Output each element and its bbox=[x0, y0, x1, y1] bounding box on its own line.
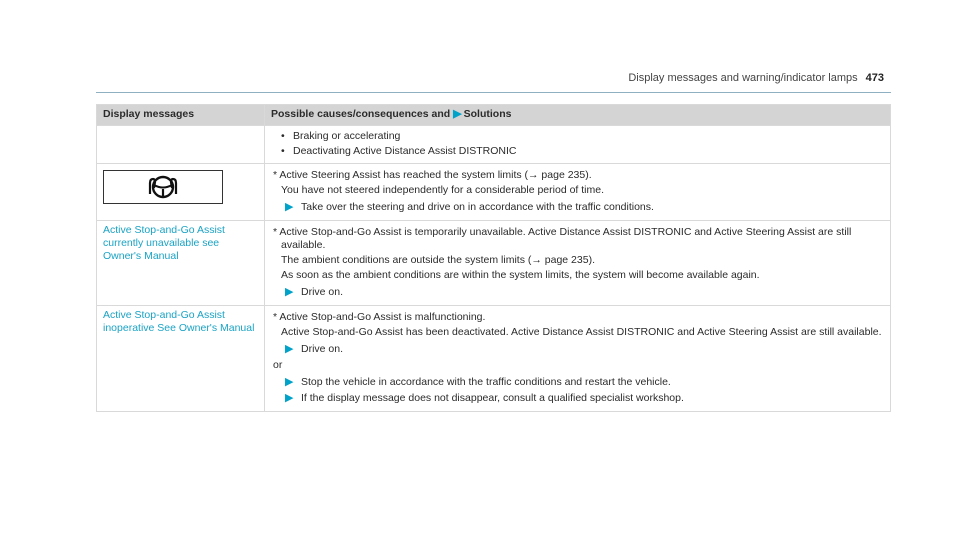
action-text: Drive on. bbox=[301, 286, 344, 298]
message-text: Active Stop-and-Go Assist currently unavailable see Owner's Manual bbox=[97, 221, 265, 306]
cause-text: * Active Stop-and-Go Assist is temporarily unavailable. Active Distance Assist DISTRONIC and Active Steering Assist are still available. bbox=[273, 226, 852, 251]
list-item: • Deactivating Active Distance Assist DISTRONIC bbox=[293, 145, 884, 158]
causes-cell bbox=[265, 126, 891, 164]
note-text: The ambient conditions are outside the system limits (→ page 235). bbox=[281, 254, 595, 266]
page-number: 473 bbox=[865, 72, 884, 84]
note-text: You have not steered independently for a considerable period of time. bbox=[281, 184, 604, 196]
message-cell-icon bbox=[97, 164, 265, 221]
display-messages-table bbox=[96, 104, 891, 412]
message-cell-empty bbox=[97, 126, 265, 164]
action-text: Take over the steering and drive on in accordance with the traffic conditions. bbox=[301, 201, 654, 213]
or-text: or bbox=[273, 359, 283, 371]
header-divider bbox=[96, 92, 891, 93]
action-text: Drive on. bbox=[301, 343, 344, 355]
page-header bbox=[628, 72, 884, 84]
table-header-row bbox=[97, 105, 891, 126]
cause-text: * Active Stop-and-Go Assist is malfunctioning. bbox=[273, 311, 486, 323]
header-solutions-label: Solutions bbox=[463, 108, 512, 120]
header-title: Display messages and warning/indicator lamps bbox=[628, 72, 858, 84]
column-header-causes-solutions bbox=[265, 105, 891, 126]
play-triangle-icon: ▶ bbox=[285, 286, 294, 298]
table-row bbox=[97, 126, 891, 164]
action-text: Stop the vehicle in accordance with the traffic conditions and restart the vehicle. bbox=[301, 376, 671, 388]
header-causes-label: Possible causes/consequences and bbox=[271, 108, 451, 120]
table-row bbox=[97, 221, 891, 306]
play-triangle-icon: ▶ bbox=[453, 108, 462, 120]
action-step bbox=[271, 201, 884, 214]
bullet-list bbox=[271, 130, 884, 158]
action-step bbox=[271, 286, 884, 299]
note-text: As soon as the ambient conditions are within the system limits, the system will become available again. bbox=[281, 269, 760, 281]
action-text: If the display message does not disappear, consult a qualified specialist workshop. bbox=[301, 392, 684, 404]
table-row bbox=[97, 306, 891, 412]
steering-hands-icon bbox=[103, 170, 223, 204]
causes-cell bbox=[265, 306, 891, 412]
action-step bbox=[271, 343, 884, 356]
action-step bbox=[271, 392, 884, 405]
play-triangle-icon: ▶ bbox=[285, 343, 294, 355]
list-item: • Braking or accelerating bbox=[293, 130, 884, 143]
message-text: Active Stop-and-Go Assist inoperative See Owner's Manual bbox=[97, 306, 265, 412]
causes-cell bbox=[265, 164, 891, 221]
cause-text: * Active Steering Assist has reached the system limits (→ page 235). bbox=[273, 169, 592, 181]
column-header-display-messages: Display messages bbox=[97, 105, 265, 126]
table-row bbox=[97, 164, 891, 221]
note-text: Active Stop-and-Go Assist has been deactivated. Active Distance Assist DISTRONIC and Active Steering Assist are still available. bbox=[281, 326, 882, 338]
play-triangle-icon: ▶ bbox=[285, 201, 294, 213]
causes-cell bbox=[265, 221, 891, 306]
play-triangle-icon: ▶ bbox=[285, 392, 294, 404]
action-step bbox=[271, 376, 884, 389]
play-triangle-icon: ▶ bbox=[285, 376, 294, 388]
